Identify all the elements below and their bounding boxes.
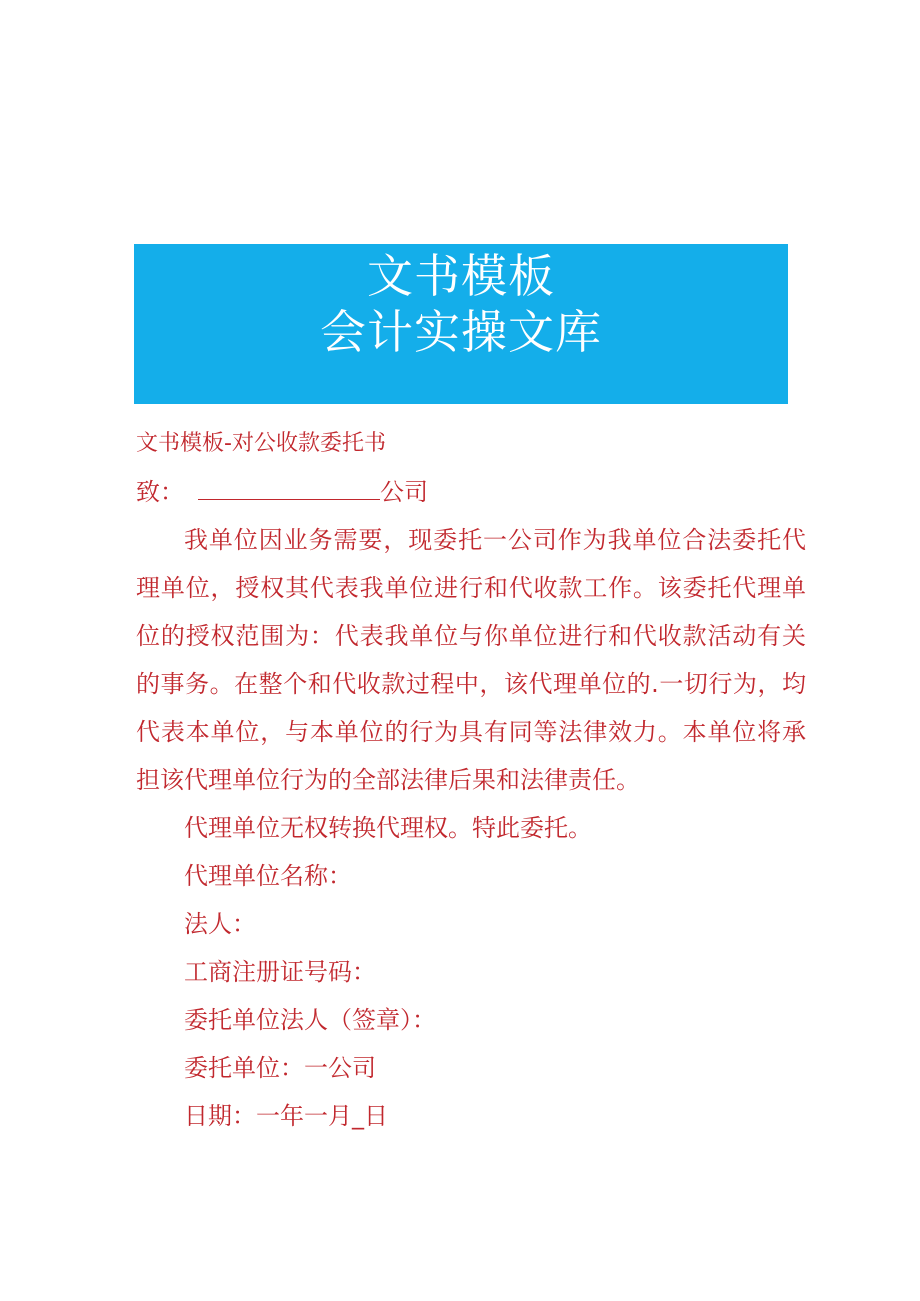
field-business-reg-no: 工商注册证号码： (184, 958, 376, 986)
body-paragraph-1: 我单位因业务需要，现委托一公司作为我单位合法委托代理单位，授权其代表我单位进行和代收款工作。该委托代理单位的授权范围为：代表我单位与你单位进行和代收款活动有关的事务。在整个和代收款过程中，该代理单位的.一切行为，均代表本单位，与本单位的行为具有同等法律效力。本单位将承担该代理单位行为的全部法律后果和法律责任。 (136, 526, 806, 794)
document-body (136, 420, 806, 1140)
document-title: 文书模板-对公收款委托书 (136, 431, 386, 456)
banner-title-line2: 会计实操文库 (320, 305, 602, 359)
header-banner (134, 244, 788, 404)
recipient-blank (198, 469, 380, 500)
body-paragraph-2: 代理单位无权转换代理权。特此委托。 (184, 814, 592, 842)
recipient-prefix: 致： (136, 478, 184, 506)
field-legal-person: 法人： (184, 910, 256, 938)
banner-title-line1: 文书模板 (367, 249, 555, 303)
field-date: 日期：一年一月_日 (184, 1102, 388, 1130)
recipient-line (136, 468, 806, 516)
recipient-suffix: 公司 (380, 478, 428, 506)
field-principal-legal-sign: 委托单位法人（签章）： (184, 1006, 436, 1034)
field-principal-unit: 委托单位：一公司 (184, 1054, 376, 1082)
field-agent-name: 代理单位名称： (184, 862, 352, 890)
